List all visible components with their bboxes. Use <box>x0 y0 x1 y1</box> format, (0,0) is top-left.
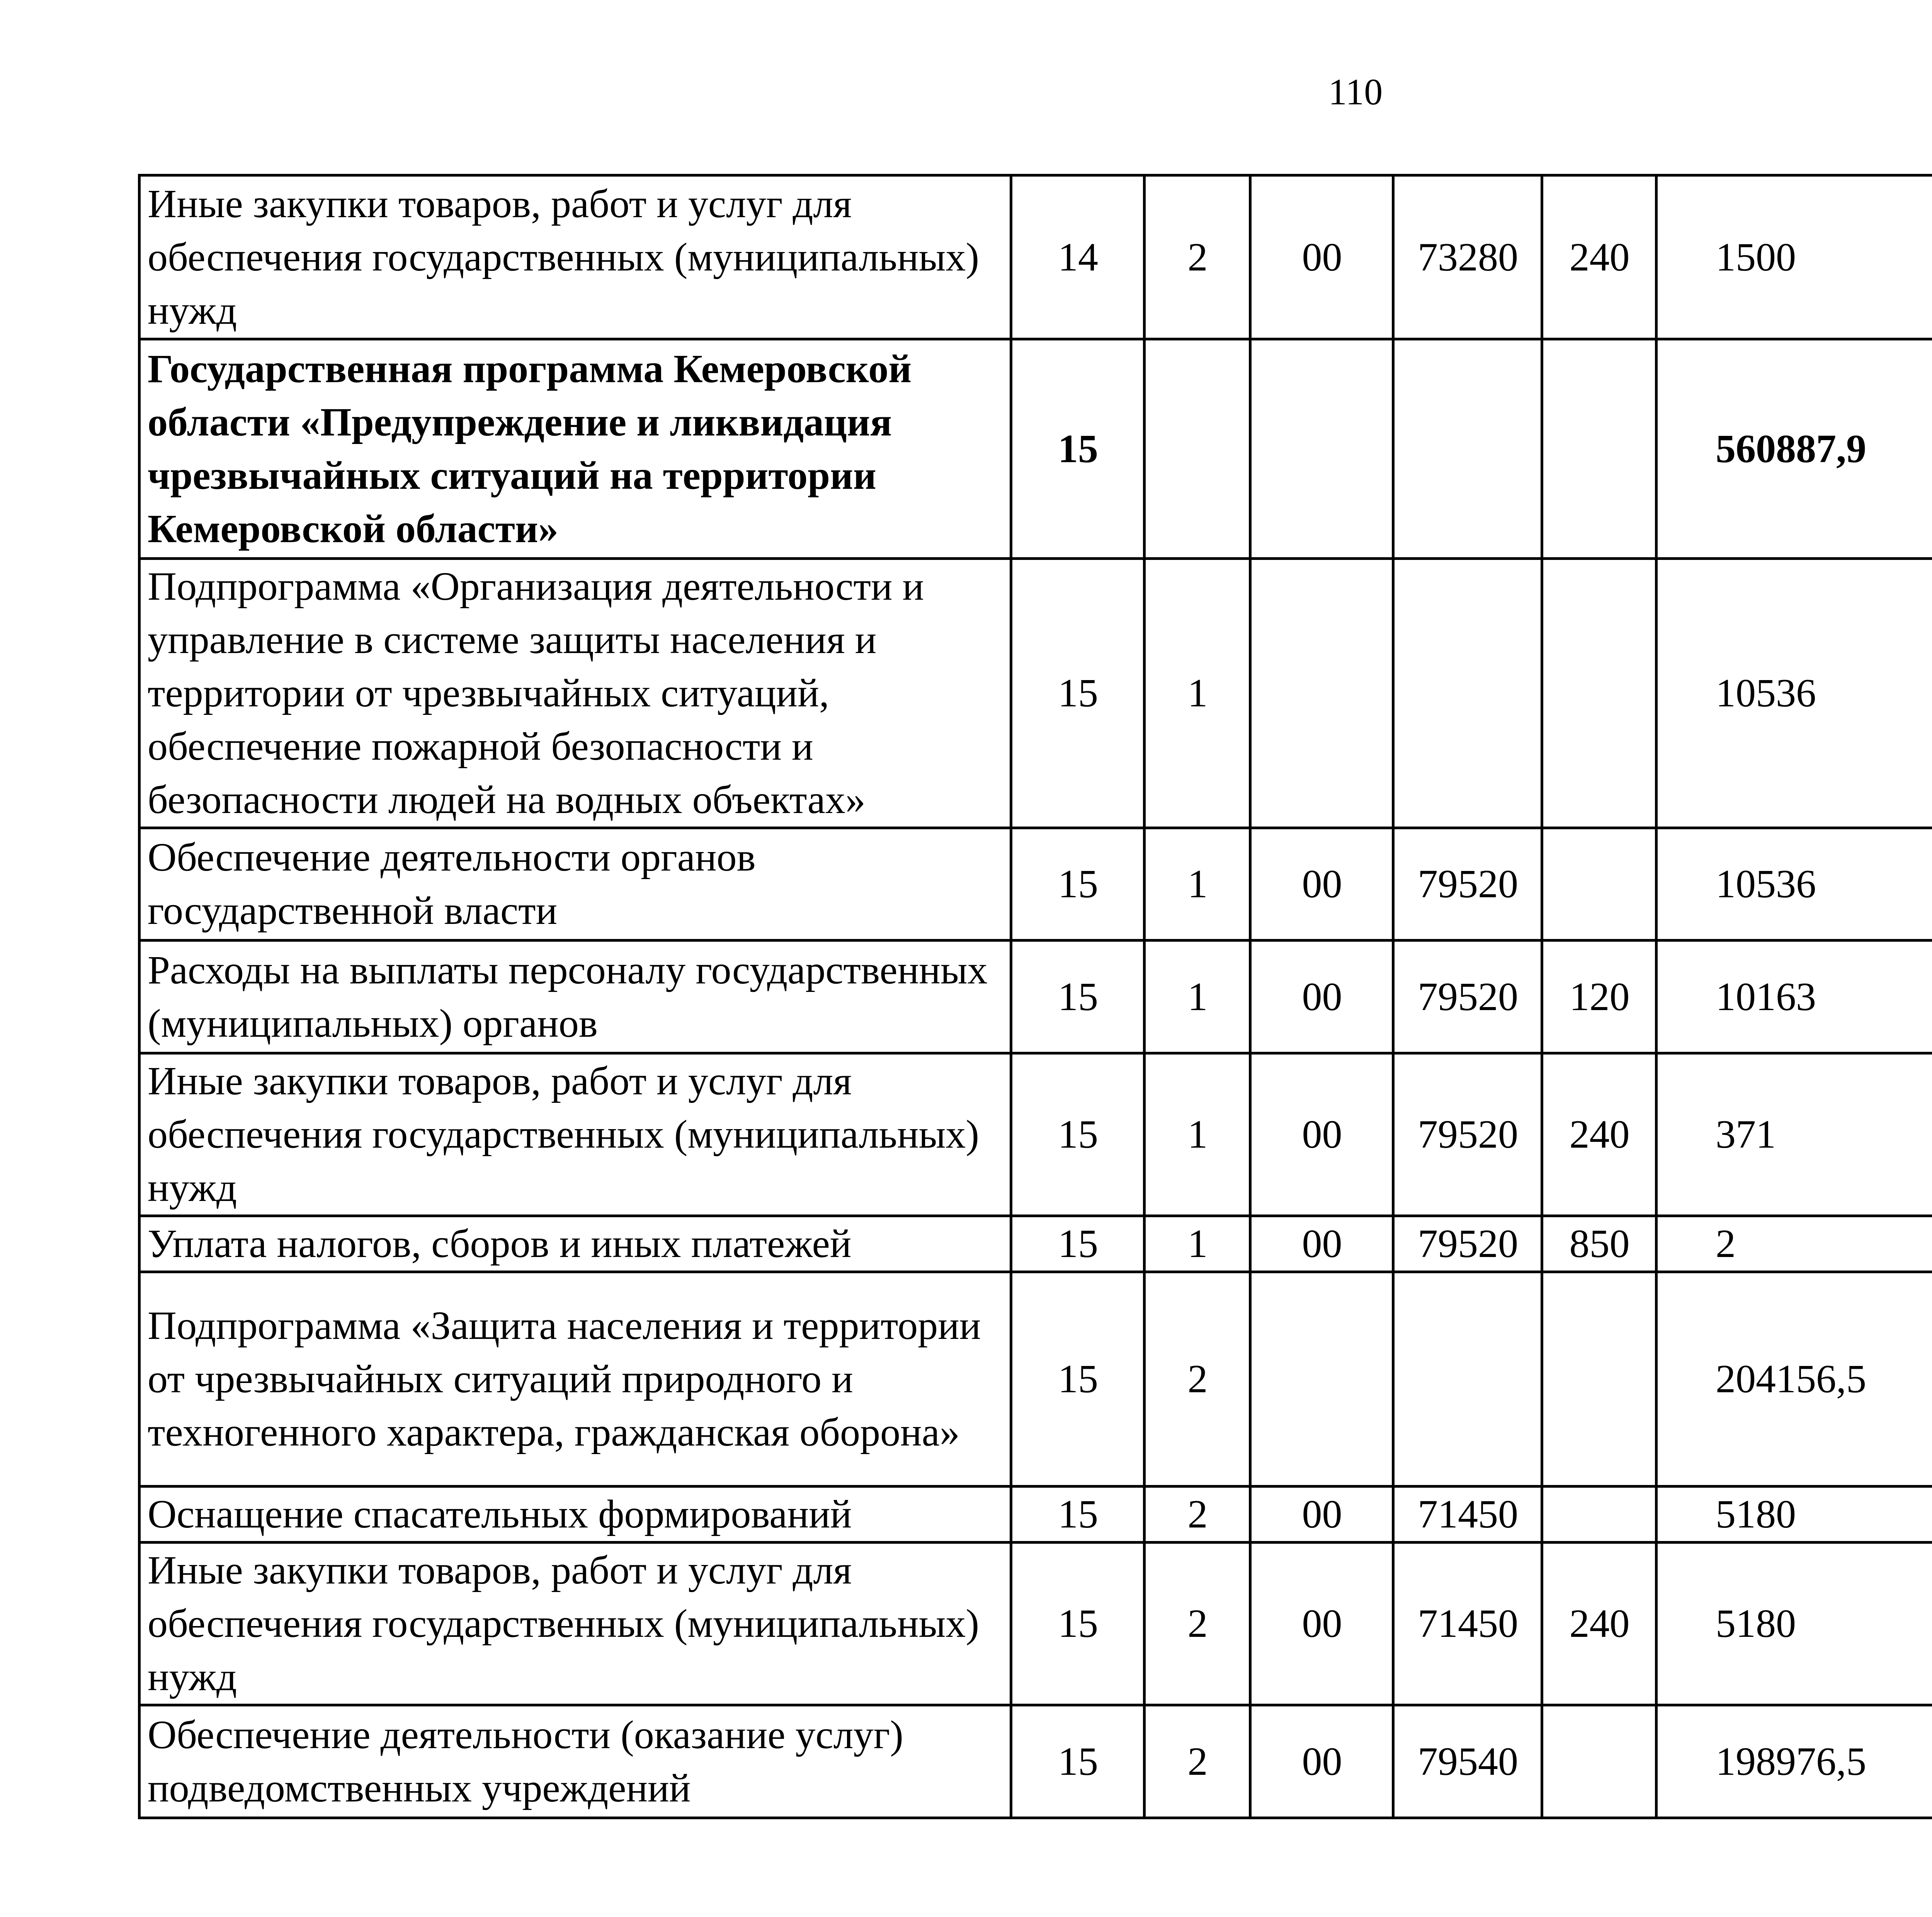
row-code-subprogram: 1 <box>1145 941 1250 1053</box>
table-row <box>139 1705 1932 1818</box>
row-name: Уплата налогов, сборов и иных платежей <box>139 1216 1011 1272</box>
row-amount-1: 10163 <box>1656 941 1932 1053</box>
row-code-event: 00 <box>1250 828 1393 941</box>
row-name: Подпрограмма «Организация деятельности и управление в системе защиты населения и территории от чрезвычайных ситуаций, обеспечение пожарной безопасности и безопасности людей на водных объектах» <box>139 559 1011 828</box>
row-code-subprogram: 2 <box>1145 1487 1250 1543</box>
row-amount-1: 204156,5 <box>1656 1272 1932 1487</box>
row-amount-1: 371 <box>1656 1053 1932 1216</box>
row-code-event: 00 <box>1250 1543 1393 1705</box>
row-code-section: 15 <box>1011 941 1145 1053</box>
row-code-event <box>1250 559 1393 828</box>
row-code-subprogram: 1 <box>1145 559 1250 828</box>
row-name: Иные закупки товаров, работ и услуг для обеспечения государственных (муниципальных) нужд <box>139 175 1011 339</box>
row-code-event: 00 <box>1250 1487 1393 1543</box>
table-row <box>139 1487 1932 1543</box>
row-code-subprogram <box>1145 339 1250 559</box>
row-name: Иные закупки товаров, работ и услуг для обеспечения государственных (муниципальных) нужд <box>139 1053 1011 1216</box>
row-code-section: 14 <box>1011 175 1145 339</box>
row-code-subprogram: 2 <box>1145 1543 1250 1705</box>
row-code-section: 15 <box>1011 828 1145 941</box>
row-amount-1: 5180 <box>1656 1543 1932 1705</box>
row-amount-1: 5180 <box>1656 1487 1932 1543</box>
row-code-subprogram: 1 <box>1145 1216 1250 1272</box>
row-amount-1: 10536 <box>1656 559 1932 828</box>
row-name: Государственная программа Кемеровской области «Предупреждение и ликвидация чрезвычайных ситуаций на территории Кемеровской области» <box>139 339 1011 559</box>
row-name: Иные закупки товаров, работ и услуг для обеспечения государственных (муниципальных) нужд <box>139 1543 1011 1705</box>
row-amount-1: 560887,9 <box>1656 339 1932 559</box>
row-amount-1: 2 <box>1656 1216 1932 1272</box>
row-code-event: 00 <box>1250 1053 1393 1216</box>
table-row <box>139 1272 1932 1487</box>
row-name: Оснащение спасательных формирований <box>139 1487 1011 1543</box>
row-code-expense-type <box>1542 828 1656 941</box>
row-code-event: 00 <box>1250 1705 1393 1818</box>
row-name: Подпрограмма «Защита населения и территории от чрезвычайных ситуаций природного и техногенного характера, гражданская оборона» <box>139 1272 1011 1487</box>
row-code-section: 15 <box>1011 1053 1145 1216</box>
row-code-expense-type: 240 <box>1542 175 1656 339</box>
row-code-direction: 79520 <box>1393 941 1542 1053</box>
row-code-expense-type <box>1542 1272 1656 1487</box>
row-code-direction <box>1393 339 1542 559</box>
budget-table <box>138 174 1932 1819</box>
row-code-section: 15 <box>1011 559 1145 828</box>
row-code-direction <box>1393 559 1542 828</box>
row-name: Расходы на выплаты персоналу государственных (муниципальных) органов <box>139 941 1011 1053</box>
row-code-event: 00 <box>1250 175 1393 339</box>
row-code-expense-type: 240 <box>1542 1543 1656 1705</box>
row-code-expense-type: 240 <box>1542 1053 1656 1216</box>
row-code-subprogram: 1 <box>1145 1053 1250 1216</box>
row-code-subprogram: 2 <box>1145 175 1250 339</box>
row-name: Обеспечение деятельности органов государственной власти <box>139 828 1011 941</box>
row-code-expense-type: 850 <box>1542 1216 1656 1272</box>
row-code-direction: 79520 <box>1393 1216 1542 1272</box>
row-code-section: 15 <box>1011 1705 1145 1818</box>
row-code-subprogram: 2 <box>1145 1272 1250 1487</box>
row-amount-1: 1500 <box>1656 175 1932 339</box>
row-code-section: 15 <box>1011 339 1145 559</box>
row-code-expense-type <box>1542 1487 1656 1543</box>
row-code-expense-type: 120 <box>1542 941 1656 1053</box>
row-code-expense-type <box>1542 1705 1656 1818</box>
table-row <box>139 559 1932 828</box>
row-code-section: 15 <box>1011 1543 1145 1705</box>
table-row <box>139 175 1932 339</box>
row-code-event: 00 <box>1250 1216 1393 1272</box>
row-amount-1: 198976,5 <box>1656 1705 1932 1818</box>
page-number: 110 <box>1328 71 1383 112</box>
row-code-section: 15 <box>1011 1487 1145 1543</box>
table-row <box>139 828 1932 941</box>
row-code-subprogram: 2 <box>1145 1705 1250 1818</box>
row-code-direction: 71450 <box>1393 1487 1542 1543</box>
row-code-subprogram: 1 <box>1145 828 1250 941</box>
row-code-direction: 79520 <box>1393 1053 1542 1216</box>
row-code-direction: 79520 <box>1393 828 1542 941</box>
table-row <box>139 1216 1932 1272</box>
table-row <box>139 1053 1932 1216</box>
table-row <box>139 339 1932 559</box>
row-code-expense-type <box>1542 339 1656 559</box>
row-code-event <box>1250 339 1393 559</box>
row-code-direction: 73280 <box>1393 175 1542 339</box>
row-code-direction: 71450 <box>1393 1543 1542 1705</box>
row-code-expense-type <box>1542 559 1656 828</box>
row-code-event: 00 <box>1250 941 1393 1053</box>
row-code-direction <box>1393 1272 1542 1487</box>
row-amount-1: 10536 <box>1656 828 1932 941</box>
row-code-event <box>1250 1272 1393 1487</box>
table-body <box>139 175 1932 1818</box>
table-row <box>139 1543 1932 1705</box>
row-code-section: 15 <box>1011 1216 1145 1272</box>
table-row <box>139 941 1932 1053</box>
row-name: Обеспечение деятельности (оказание услуг) подведомственных учреждений <box>139 1705 1011 1818</box>
row-code-section: 15 <box>1011 1272 1145 1487</box>
row-code-direction: 79540 <box>1393 1705 1542 1818</box>
